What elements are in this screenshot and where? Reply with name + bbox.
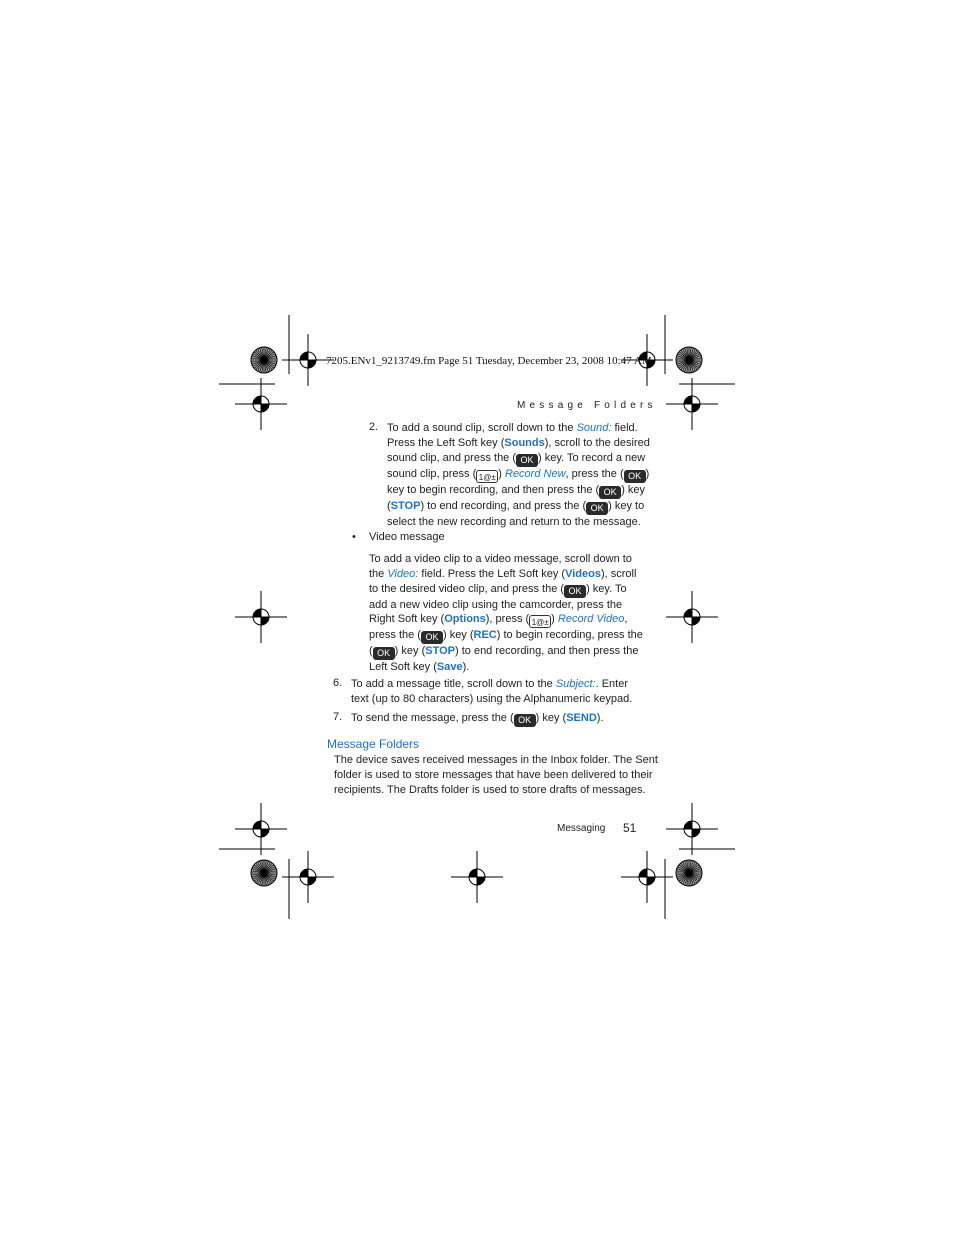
step-6-number: 6. [333, 677, 343, 689]
ok-key-icon: OK [624, 470, 646, 483]
step-6-text: To add a message title, scroll down to the Subject:. Enter text (up to 80 characters) using the Alphanumeric keypad. [351, 678, 633, 705]
step-7-text: To send the message, press the ( OK ) key (SEND). [351, 712, 604, 725]
step-2-number: 2. [369, 421, 379, 433]
video-field: Video: [387, 567, 419, 580]
video-paragraph: To add a video clip to a video message, scroll down to the Video: field. Press the Left Soft key (Videos), scroll to the desired video clip, and press the ( OK ) key. To add a new video clip using the camcorder, press the Right Soft key (Options), press ( 1@± ) Record Video, press the ( OK ) key (REC) to begin recording, press the ( OK ) key (STOP) to end recording, and then press the Left Soft key (Save). [369, 553, 643, 674]
step-2-text: To add a sound clip, scroll down to the Sound: field. Press the Left Soft key (Sounds), scroll to the desired sound clip, and press the ( OK ) key. To record a new sound clip, press ( 1@± ) Record New, press the ( OK ) key to begin recording, and then press the ( OK ) key (STOP) to end recording, and press the ( OK ) key to select the new recording and return to the message. [387, 422, 650, 528]
step-7-number: 7. [333, 711, 343, 723]
bullet-icon: • [352, 531, 356, 543]
section-paragraph: The device saves received messages in the Inbox folder. The Sent folder is used to store messages that have been delivered to their recipients. The Drafts folder is used to store drafts of messages. [334, 754, 658, 796]
ok-key-icon: OK [599, 486, 621, 499]
videos-key: Videos [565, 567, 601, 580]
ok-key-icon: OK [564, 585, 586, 598]
options-key: Options [444, 613, 486, 626]
numeric-key-icon: 1@± [529, 615, 551, 628]
send-key: SEND [566, 712, 597, 724]
section-heading: Message Folders [327, 737, 420, 751]
stop-key: STOP [390, 499, 421, 512]
rec-key: REC [473, 629, 497, 642]
running-head: Message Folders [517, 400, 657, 411]
sound-field: Sound: [576, 422, 612, 434]
save-key: Save [436, 661, 463, 674]
stop-key: STOP [425, 645, 455, 658]
ok-key-icon: OK [373, 647, 395, 660]
record-new-option: Record New [505, 467, 566, 480]
numeric-key-icon: 1@± [476, 470, 498, 483]
ok-key-icon: OK [514, 714, 536, 727]
record-video-option: Record Video [557, 613, 625, 626]
footer-section-label: Messaging [557, 823, 606, 834]
subject-field: Subject: [555, 678, 596, 690]
ok-key-icon: OK [421, 631, 443, 644]
ok-key-icon: OK [586, 502, 608, 515]
ok-key-icon: OK [516, 454, 538, 467]
file-slug: 7205.ENv1_9213749.fm Page 51 Tuesday, December 23, 2008 10:47 AM [326, 355, 652, 367]
page-number: 51 [623, 821, 637, 835]
bullet-label: Video message [369, 531, 445, 543]
sounds-key: Sounds [504, 436, 545, 449]
